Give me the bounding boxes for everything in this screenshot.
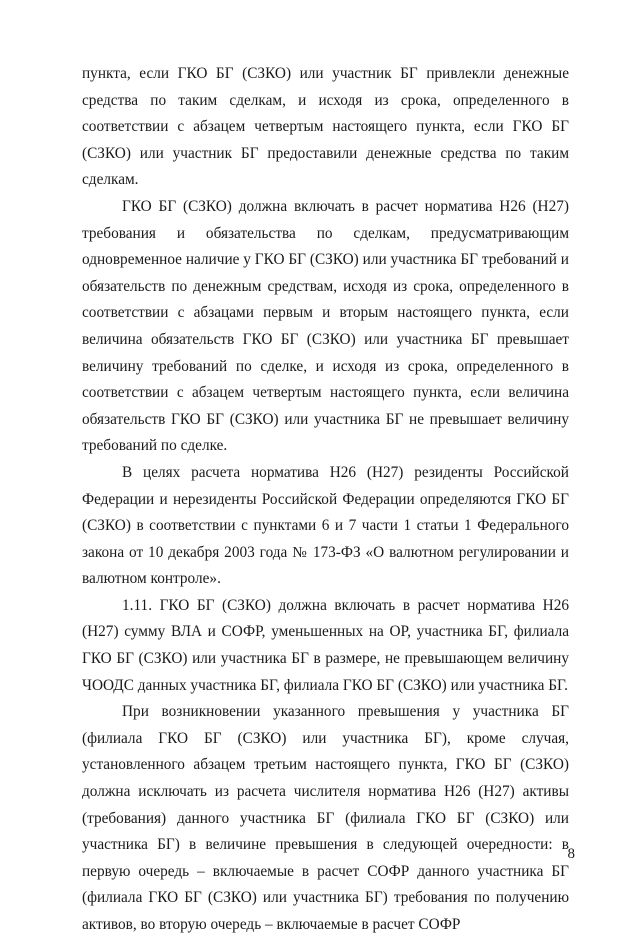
- page-number: 8: [567, 846, 575, 862]
- paragraph: 1.11. ГКО БГ (СЗКО) должна включать в расчет норматива Н26 (Н27) сумму ВЛА и СОФР, уменьшенных на ОР, участника БГ, филиала ГКО БГ (СЗКО) или участника БГ в размере, не превышающем величину ЧООДС данных участника БГ, филиала ГКО БГ (СЗКО) или участника БГ.: [82, 596, 569, 694]
- paragraph-continued: пункта, если ГКО БГ (СЗКО) или участник БГ привлекли денежные средства по таким сделкам, и исходя из срока, определенного в соответствии с абзацем четвертым настоящего пункта, если ГКО БГ (СЗКО) или участник БГ предоставили денежные средства по таким сделкам.: [82, 65, 569, 189]
- paragraph: В целях расчета норматива Н26 (Н27) резиденты Российской Федерации и нерезиденты Российской Федерации определяются ГКО БГ (СЗКО) в соответствии с пунктами 6 и 7 части 1 статьи 1 Федерального закона от 10 декабря 2003 года № 173-ФЗ «О валютном регулировании и валютном контроле».: [82, 463, 569, 588]
- body-text: [82, 61, 569, 939]
- paragraph: ГКО БГ (СЗКО) должна включать в расчет норматива Н26 (Н27) требования и обязательства по сделкам, предусматривающим одновременное наличие у ГКО БГ (СЗКО) или участника БГ требований и обязательств по денежным средствам, исходя из срока, определенного в соответствии с абзацами первым и вторым настоящего пункта, если величина обязательств ГКО БГ (СЗКО) или участника БГ превышает величину требований по сделке, и исходя из срока, определенного в соответствии с абзацем четвертым настоящего пункта, если величина обязательств ГКО БГ (СЗКО) или участника БГ не превышает величину требований по сделке.: [82, 197, 569, 455]
- paragraph: При возникновении указанного превышения у участника БГ (филиала ГКО БГ (СЗКО) или участника БГ), кроме случая, установленного абзацем третьим настоящего пункта, ГКО БГ (СЗКО) должна исключать из расчета числителя норматива Н26 (Н27) активы (требования) данного участника БГ (филиала ГКО БГ (СЗКО) или участника БГ) в величине превышения в следующей очередности: в первую очередь – включаемые в расчет СОФР данного участника БГ (филиала ГКО БГ (СЗКО) или участника БГ) требования по получению активов, во вторую очередь – включаемые в расчет СОФР: [82, 703, 569, 933]
